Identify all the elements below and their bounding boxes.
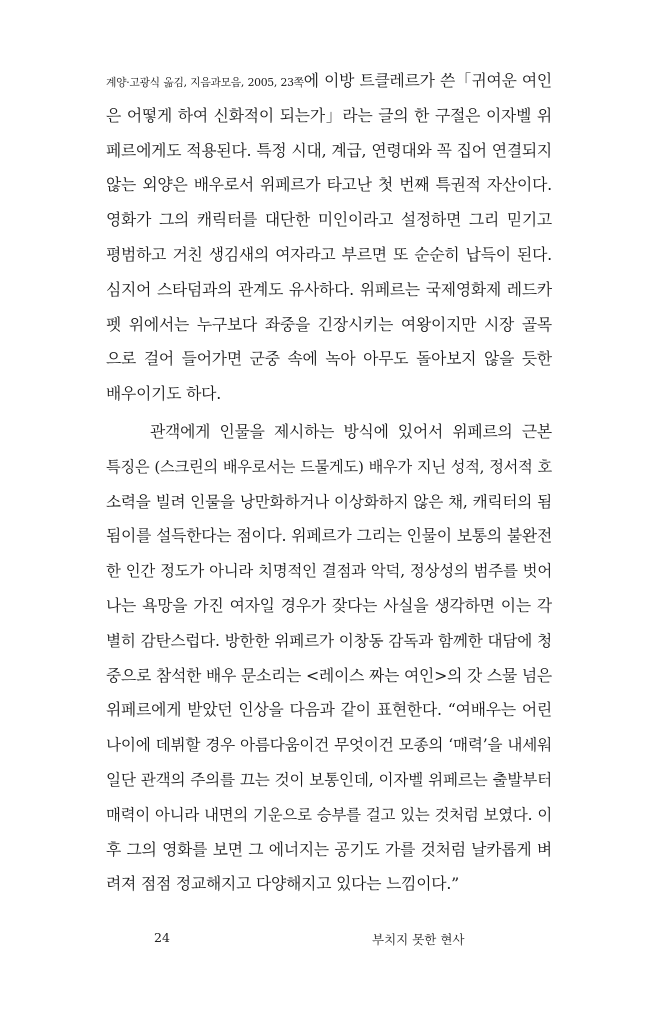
text-line: 소력을 빌려 인물을 낭만화하거나 이상화하지 않은 채, 캐릭터의 됨 xyxy=(106,492,552,511)
text-line: 나는 욕망을 가진 여자일 경우가 잦다는 사실을 생각하면 이는 각 xyxy=(106,595,552,615)
page-number: 24 xyxy=(154,930,170,945)
text-line: 후 그의 영화를 보면 그 에너지는 공기도 가를 것처럼 날카롭게 벼 xyxy=(106,839,552,859)
text-line: 한 인간 정도가 아니라 치명적인 결점과 악덕, 정상성의 범주를 벗어 xyxy=(106,562,552,581)
text-line xyxy=(106,64,552,99)
paragraph xyxy=(106,64,552,412)
text-line: 심지어 스타덤과의 관계도 유사하다. 위페르는 국제영화제 레드카 xyxy=(106,279,552,299)
text-line: 나이에 데뷔할 경우 아름다움이건 무엇이건 모종의 ‘매력’을 내세워 xyxy=(106,736,552,755)
text-line: 려져 점점 정교해지고 다양해지고 있다는 느낌이다.” xyxy=(106,874,460,894)
text-line: 별히 감탄스럽다. 방한한 위페르가 이창동 감독과 함께한 대담에 청 xyxy=(106,631,552,650)
text-run: 에 이방 트클레르가 쓴「귀여운 여인 xyxy=(303,71,552,90)
text-line: 됨이를 설득한다는 점이다. 위페르가 그리는 인물이 보통의 불완전 xyxy=(106,526,552,546)
running-title: 부치지 못한 현사 xyxy=(372,932,465,947)
text-line: 영화가 그의 캐릭터를 대단한 미인이라고 설정하면 그리 믿기고 xyxy=(106,210,552,230)
text-line: 특징은 (스크린의 배우로서는 드물게도) 배우가 지닌 성적, 정서적 호 xyxy=(106,457,552,476)
text-line: 은 어떻게 하여 신화적이 되는가」라는 글의 한 구절은 이자벨 위 xyxy=(106,105,552,125)
text-line: 위페르에게 받았던 인상을 다음과 같이 표현한다. “여배우는 어린 xyxy=(106,700,552,720)
text-line: 으로 걸어 들어가면 군중 속에 녹아 아무도 돌아보지 않을 듯한 xyxy=(106,349,552,369)
text-line: 평범하고 거친 생김새의 여자라고 부르면 또 순순히 납득이 된다. xyxy=(106,244,552,264)
text-line: 페르에게도 적용된다. 특정 시대, 계급, 연령대와 꼭 집어 연결되지 xyxy=(106,140,552,160)
citation-reference: 계양·고광식 옮김, 지음과모음, 2005, 23쪽 xyxy=(106,76,304,89)
text-line: 배우이기도 하다. xyxy=(106,384,222,404)
paragraph xyxy=(106,415,552,902)
text-line: 중으로 참석한 배우 문소리는 <레이스 짜는 여인>의 갓 스물 넘은 xyxy=(106,665,552,685)
text-line: 관객에게 인물을 제시하는 방식에 있어서 위페르의 근본 xyxy=(150,421,552,441)
text-line: 않는 외양은 배우로서 위페르가 타고난 첫 번째 특권적 자산이다. xyxy=(106,175,552,195)
text-line: 펫 위에서는 누구보다 좌중을 긴장시키는 여왕이지만 시장 골목 xyxy=(106,314,552,334)
text-line: 매력이 아니라 내면의 기운으로 승부를 걸고 있는 것처럼 보였다. 이 xyxy=(106,805,552,824)
text-line: 일단 관객의 주의를 끄는 것이 보통인데, 이자벨 위페르는 출발부터 xyxy=(106,770,552,789)
body-text xyxy=(106,64,552,902)
